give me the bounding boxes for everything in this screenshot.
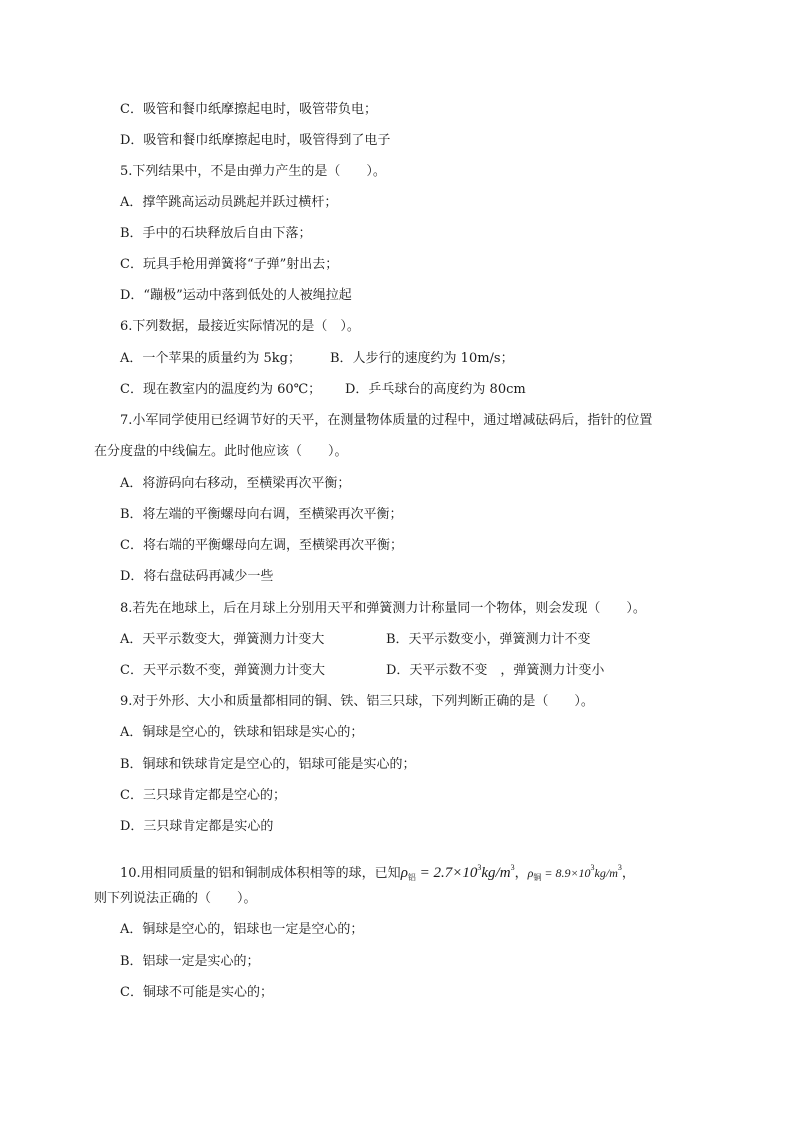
question-10-text: 10.用相同质量的铝和铜制成体积相等的球，已知: [120, 866, 401, 881]
question-7-line-2: 在分度盘的中线偏左。此时他应该（ ）。: [94, 444, 348, 459]
option-d-q7: D．将右盘砝码再减少一些: [120, 569, 274, 584]
option-a-q10: A．铜球是空心的，铝球也一定是空心的；: [120, 922, 364, 937]
question-8: 8.若先在地球上，后在月球上分别用天平和弹簧测力计称量同一个物体，则会发现（ ）。: [120, 601, 646, 616]
option-d-q9: D．三只球肯定都是实心的: [120, 819, 274, 834]
option-b-q10: B．铝球一定是实心的；: [120, 954, 260, 969]
option-a-q6: A．一个苹果的质量约为 5kg；: [120, 351, 301, 366]
option-b-q6: B．人步行的速度约为 10m/s；: [330, 351, 514, 366]
option-b-q5: B．手中的石块释放后自由下落；: [120, 226, 312, 241]
option-b-q9: B．铜球和铁球肯定是空心的，铝球可能是实心的；: [120, 757, 416, 772]
option-d-q6: D．乒乓球台的高度约为 80cm: [345, 382, 526, 397]
question-6: 6.下列数据，最接近实际情况的是（ ）。: [120, 319, 360, 334]
option-c-q7: C．将右端的平衡螺母向左调，至横梁再次平衡；: [120, 538, 403, 553]
option-b-q7: B．将左端的平衡螺母向右调，至横梁再次平衡；: [120, 507, 403, 522]
question-10-line-1: 10.用相同质量的铝和铜制成体积相等的球，已知$\rho_铝 = 2.7\times 10^3kg/m^3$，$\rho_铜 = 8.9\times 10^3kg/m^3$，: [120, 863, 635, 882]
option-c-q9: C．三只球肯定都是空心的；: [120, 788, 286, 803]
option-c-q4: C．吸管和餐巾纸摩擦起电时，吸管带负电；: [120, 102, 377, 117]
option-a-q7: A．将游码向右移动，至横梁再次平衡；: [120, 476, 351, 491]
option-c-q10: C．铜球不可能是实心的；: [120, 985, 273, 1000]
question-7-line-1: 7.小军同学使用已经调节好的天平，在测量物体质量的过程中，通过增减砝码后，指针的位置: [120, 413, 653, 428]
option-c-q8: C．天平示数不变，弹簧测力计变大: [120, 663, 325, 678]
option-d-q5: D．“蹦极”运动中落到低处的人被绳拉起: [120, 288, 352, 303]
question-10-line-2: 则下列说法正确的（ ）。: [94, 891, 257, 906]
option-c-q6: C．现在教室内的温度约为 60℃；: [120, 382, 322, 397]
option-a-q9: A．铜球是空心的，铁球和铝球是实心的；: [120, 725, 364, 740]
option-b-q8: B．天平示数变小，弹簧测力计不变: [386, 632, 591, 647]
density-copper-formula: $\rho_铜 = 8.9\times 10^3kg/m^3$: [527, 863, 622, 882]
question-5: 5.下列结果中，不是由弹力产生的是（ ）。: [120, 164, 386, 179]
option-c-q5: C．玩具手枪用弹簧将“子弹”射出去；: [120, 257, 339, 272]
option-d-q8: D．天平示数不变 ，弹簧测力计变小: [386, 663, 605, 678]
option-a-q5: A．撑竿跳高运动员跳起并跃过横杆；: [120, 195, 338, 210]
density-aluminum-formula: $\rho_铝 = 2.7\times 10^3kg/m^3$: [400, 863, 515, 882]
option-a-q8: A．天平示数变大，弹簧测力计变大: [120, 632, 325, 647]
option-d-q4: D．吸管和餐巾纸摩擦起电时，吸管得到了电子: [120, 133, 391, 148]
question-9: 9.对于外形、大小和质量都相同的铜、铁、铝三只球，下列判断正确的是（ ）。: [120, 694, 594, 709]
